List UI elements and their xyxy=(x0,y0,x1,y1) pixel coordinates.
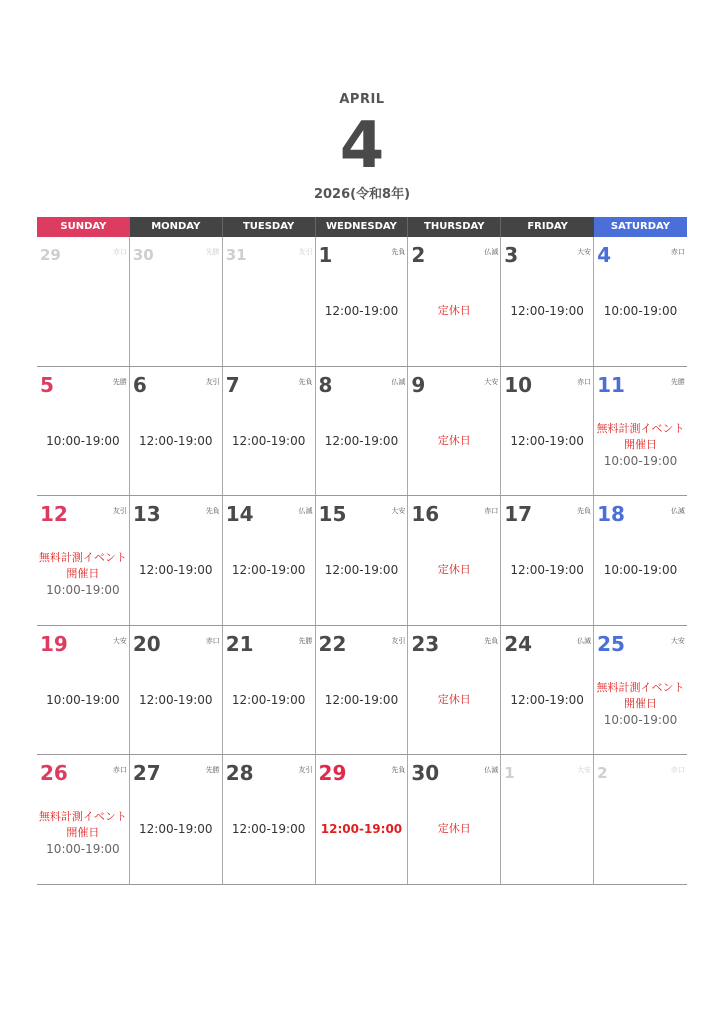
event-hours: 10:00-19:00 xyxy=(603,712,678,727)
rokuyo-label: 赤口 xyxy=(112,248,127,256)
closed-day-label: 定休日 xyxy=(437,822,471,835)
rokuyo-label: 友引 xyxy=(298,766,313,774)
business-hours: 12:00-19:00 xyxy=(139,433,213,448)
business-hours: 10:00-19:00 xyxy=(603,563,678,577)
weekday-header-wednesday: WEDNESDAY xyxy=(316,217,409,237)
weekday-header-monday: MONDAY xyxy=(130,217,223,237)
closed-day-label: 定休日 xyxy=(437,304,471,317)
day-number: 24 xyxy=(504,631,533,656)
day-number: 22 xyxy=(318,631,347,656)
calendar-day[interactable] xyxy=(223,626,316,755)
rokuyo-label: 仏滅 xyxy=(577,636,592,645)
rokuyo-label: 仏滅 xyxy=(391,377,406,386)
rokuyo-label: 先勝 xyxy=(205,766,220,774)
business-hours: 12:00-19:00 xyxy=(139,822,213,836)
calendar-day[interactable] xyxy=(408,755,501,884)
weekday-header-saturday: SATURDAY xyxy=(594,217,687,237)
business-hours: 12:00-19:00 xyxy=(139,692,213,707)
day-number: 2 xyxy=(411,243,426,267)
calendar-day[interactable] xyxy=(37,367,130,496)
calendar-grid xyxy=(37,217,687,885)
business-hours: 12:00-19:00 xyxy=(231,822,306,836)
business-hours: 12:00-19:00 xyxy=(231,563,306,577)
rokuyo-label: 友引 xyxy=(391,636,406,645)
month-number: 4 xyxy=(339,109,385,183)
day-number: 15 xyxy=(318,502,347,526)
rokuyo-label: 大安 xyxy=(484,377,499,386)
rokuyo-label: 先勝 xyxy=(112,377,127,386)
year-label: 2026(令和8年) xyxy=(313,187,411,202)
day-number: 27 xyxy=(132,761,161,785)
rokuyo-label: 先負 xyxy=(298,377,313,386)
rokuyo-label: 先負 xyxy=(391,248,406,256)
day-number: 29 xyxy=(40,246,61,264)
calendar-day[interactable] xyxy=(316,237,409,366)
day-number: 31 xyxy=(225,246,247,264)
day-number: 12 xyxy=(40,502,68,526)
calendar-day[interactable] xyxy=(594,367,687,496)
calendar-day[interactable] xyxy=(408,237,501,366)
calendar-day[interactable] xyxy=(501,755,594,884)
business-hours: 12:00-19:00 xyxy=(324,692,399,707)
business-hours: 12:00-19:00 xyxy=(510,433,584,448)
event-hours: 10:00-19:00 xyxy=(603,453,678,468)
calendar-day[interactable] xyxy=(408,626,501,755)
business-hours: 12:00-19:00 xyxy=(510,692,584,707)
day-number: 23 xyxy=(411,631,440,656)
weekday-header-row xyxy=(37,217,687,237)
day-number: 6 xyxy=(132,372,147,397)
day-number: 2 xyxy=(597,764,608,782)
day-number: 25 xyxy=(597,631,625,656)
rokuyo-label: 先負 xyxy=(577,507,592,515)
business-hours: 10:00-19:00 xyxy=(46,433,120,448)
calendar-day[interactable] xyxy=(316,496,409,625)
day-number: 11 xyxy=(597,372,625,397)
calendar-day[interactable] xyxy=(316,626,409,755)
day-number: 20 xyxy=(132,631,161,656)
event-hours: 10:00-19:00 xyxy=(46,583,120,597)
rokuyo-label: 仏滅 xyxy=(298,507,313,515)
rokuyo-label: 友引 xyxy=(205,377,220,386)
day-number: 13 xyxy=(132,502,161,526)
calendar-day[interactable] xyxy=(37,626,130,755)
business-hours: 12:00-19:00 xyxy=(139,563,213,577)
calendar-day[interactable] xyxy=(37,237,130,366)
rokuyo-label: 友引 xyxy=(298,248,313,256)
day-number: 1 xyxy=(318,243,333,267)
rokuyo-label: 先負 xyxy=(391,766,406,774)
rokuyo-label: 先勝 xyxy=(670,377,685,386)
event-title: 無料計測イベント xyxy=(38,810,127,823)
calendar-day[interactable] xyxy=(130,496,223,625)
day-number: 19 xyxy=(40,631,68,656)
day-number: 4 xyxy=(597,243,611,267)
weekday-header-tuesday: TUESDAY xyxy=(223,217,316,237)
business-hours: 12:00-19:00 xyxy=(320,822,403,836)
rokuyo-label: 赤口 xyxy=(205,636,220,645)
rokuyo-label: 先負 xyxy=(484,636,499,645)
rokuyo-label: 大安 xyxy=(112,636,127,645)
day-number: 10 xyxy=(504,372,533,397)
business-hours: 12:00-19:00 xyxy=(510,563,584,577)
rokuyo-label: 仏滅 xyxy=(484,766,499,774)
event-title: 無料計測イベント xyxy=(38,551,127,564)
calendar-day[interactable] xyxy=(316,755,409,884)
calendar-day[interactable] xyxy=(594,626,687,755)
event-subtitle: 開催日 xyxy=(66,567,100,580)
calendar-week xyxy=(37,755,687,885)
rokuyo-label: 赤口 xyxy=(670,248,685,256)
day-number: 26 xyxy=(40,761,68,785)
closed-day-label: 定休日 xyxy=(437,563,471,576)
calendar-day[interactable] xyxy=(223,755,316,884)
business-hours: 12:00-19:00 xyxy=(324,433,399,448)
rokuyo-label: 赤口 xyxy=(112,766,127,774)
day-number: 21 xyxy=(225,631,254,656)
business-hours: 12:00-19:00 xyxy=(231,692,306,707)
calendar-day[interactable] xyxy=(501,367,594,496)
business-hours: 10:00-19:00 xyxy=(603,304,678,318)
calendar-day[interactable] xyxy=(501,626,594,755)
calendar-day[interactable] xyxy=(223,237,316,366)
calendar-day[interactable] xyxy=(408,496,501,625)
calendar-day[interactable] xyxy=(501,496,594,625)
calendar-week xyxy=(37,367,687,497)
business-hours: 10:00-19:00 xyxy=(46,692,120,707)
closed-day-label: 定休日 xyxy=(437,692,471,706)
day-number: 18 xyxy=(597,502,625,526)
calendar-day[interactable] xyxy=(594,755,687,884)
event-title: 無料計測イベント xyxy=(596,421,685,435)
day-number: 9 xyxy=(411,372,426,397)
rokuyo-label: 仏滅 xyxy=(670,507,685,515)
rokuyo-label: 赤口 xyxy=(670,766,685,774)
month-name: APRIL xyxy=(339,92,385,107)
day-number: 17 xyxy=(504,502,533,526)
business-hours: 12:00-19:00 xyxy=(510,304,584,318)
calendar-day[interactable] xyxy=(37,755,130,884)
calendar-day[interactable] xyxy=(37,496,130,625)
event-hours: 10:00-19:00 xyxy=(46,842,120,856)
day-number: 8 xyxy=(318,372,333,397)
rokuyo-label: 大安 xyxy=(577,248,592,256)
calendar-day[interactable] xyxy=(594,496,687,625)
closed-day-label: 定休日 xyxy=(437,433,471,447)
calendar-day[interactable] xyxy=(130,237,223,366)
rokuyo-label: 大安 xyxy=(577,766,592,774)
rokuyo-label: 赤口 xyxy=(484,507,499,515)
event-subtitle: 開催日 xyxy=(623,437,657,451)
rokuyo-label: 大安 xyxy=(670,636,685,645)
day-number: 30 xyxy=(132,246,154,264)
rokuyo-label: 先勝 xyxy=(298,636,313,645)
day-number: 16 xyxy=(411,502,440,526)
weekday-header-sunday: SUNDAY xyxy=(37,217,130,237)
day-number: 28 xyxy=(225,761,254,785)
rokuyo-label: 仏滅 xyxy=(484,248,499,256)
rokuyo-label: 赤口 xyxy=(577,377,592,386)
weekday-header-friday: FRIDAY xyxy=(501,217,594,237)
business-hours: 12:00-19:00 xyxy=(231,433,306,448)
rokuyo-label: 先勝 xyxy=(205,248,220,256)
event-title: 無料計測イベント xyxy=(596,680,685,694)
event-subtitle: 開催日 xyxy=(66,826,100,839)
rokuyo-label: 先負 xyxy=(205,507,220,515)
day-number: 30 xyxy=(411,761,440,785)
calendar-day[interactable] xyxy=(223,496,316,625)
day-number: 3 xyxy=(504,243,519,267)
day-number: 1 xyxy=(504,764,515,782)
calendar-week xyxy=(37,496,687,626)
calendar-week xyxy=(37,626,687,756)
day-number: 5 xyxy=(40,372,54,397)
day-number: 7 xyxy=(225,372,240,397)
calendar-day[interactable] xyxy=(594,237,687,366)
weekday-header-thursday: THURSDAY xyxy=(408,217,501,237)
calendar-day[interactable] xyxy=(408,367,501,496)
day-number: 29 xyxy=(318,761,347,785)
calendar-day[interactable] xyxy=(130,626,223,755)
calendar-week xyxy=(37,237,687,367)
calendar-day[interactable] xyxy=(130,755,223,884)
business-hours: 12:00-19:00 xyxy=(324,563,399,577)
calendar-day[interactable] xyxy=(316,367,409,496)
calendar-day[interactable] xyxy=(223,367,316,496)
rokuyo-label: 大安 xyxy=(391,507,406,515)
calendar-day[interactable] xyxy=(501,237,594,366)
day-number: 14 xyxy=(225,502,254,526)
calendar-day[interactable] xyxy=(130,367,223,496)
weeks-container xyxy=(37,237,687,885)
event-subtitle: 開催日 xyxy=(623,696,657,710)
business-hours: 12:00-19:00 xyxy=(324,304,399,318)
rokuyo-label: 友引 xyxy=(112,507,127,515)
